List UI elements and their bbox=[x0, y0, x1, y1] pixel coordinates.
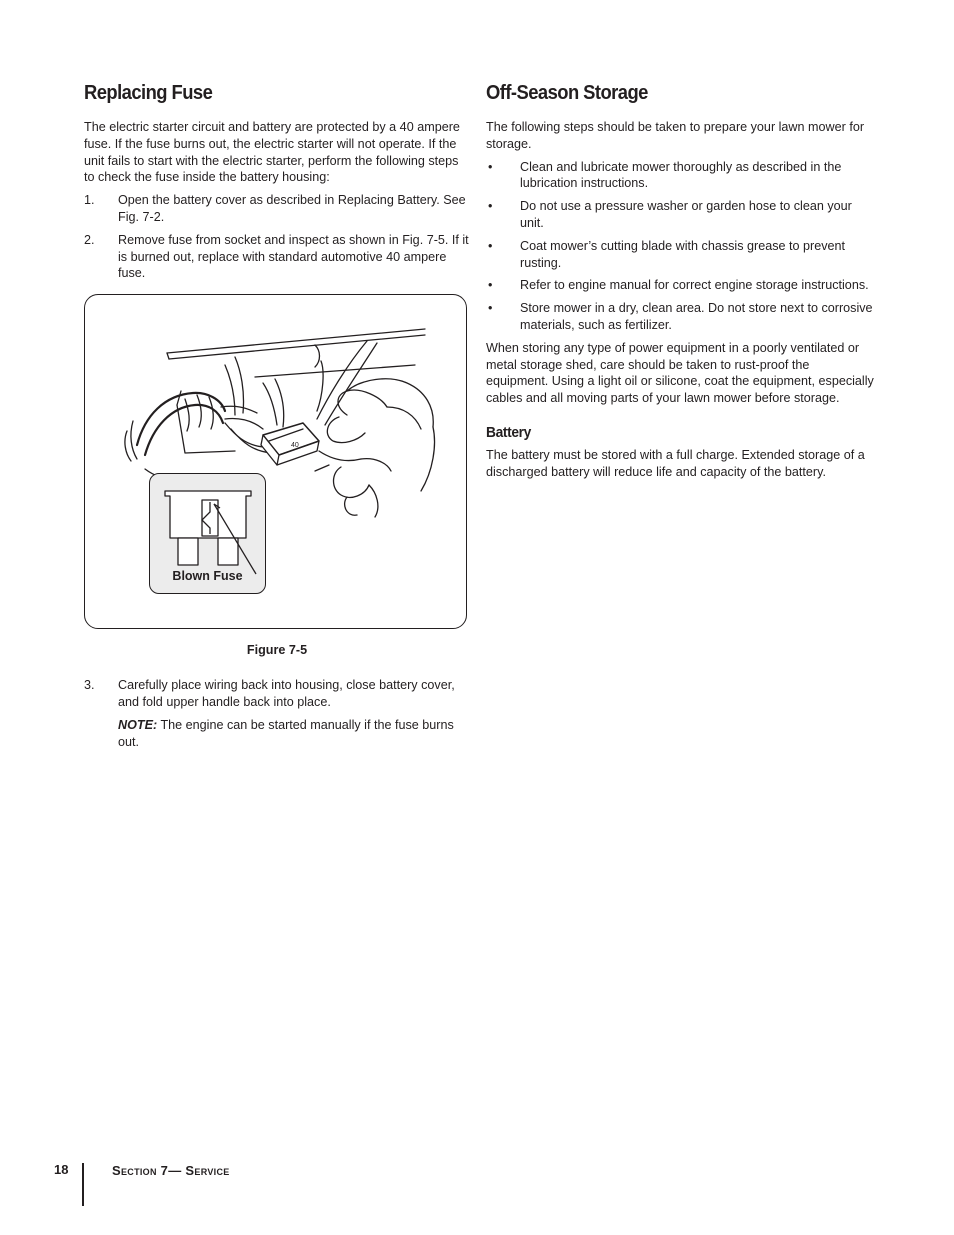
step-number: 3. bbox=[84, 678, 95, 693]
storage-shed-paragraph: When storing any type of power equipment in a poorly ventilated or metal storage shed, care should be taken to rust-proof the equipment. Using a light oil or silicone, coat the equipment, especially cables and all moving parts of your lawn mower before storage. bbox=[486, 340, 874, 406]
bullet-marker: • bbox=[488, 278, 493, 293]
page-number: 18 bbox=[54, 1162, 69, 1177]
bullet-marker: • bbox=[488, 301, 493, 316]
footer-section-title: Section 7— Service bbox=[112, 1163, 230, 1178]
bullet-text: Do not use a pressure washer or garden hose to clean your unit. bbox=[520, 199, 852, 230]
fuse-steps-list-continued bbox=[84, 677, 470, 711]
step-item bbox=[84, 677, 470, 711]
fuse-rating-text: 40 bbox=[291, 442, 299, 450]
bullet-text: Store mower in a dry, clean area. Do not store next to corrosive materials, such as fertilizer. bbox=[520, 301, 873, 332]
off-season-storage-heading: Off-Season Storage bbox=[486, 82, 648, 104]
step-text: Open the battery cover as described in Replacing Battery. See Fig. 7-2. bbox=[118, 193, 466, 224]
bullet-text: Coat mower’s cutting blade with chassis grease to prevent rusting. bbox=[520, 238, 846, 270]
bullet-marker: • bbox=[488, 238, 493, 253]
right-column bbox=[486, 80, 874, 481]
fuse-steps-list bbox=[84, 192, 470, 282]
note-text: The engine can be started manually if the fuse burns out. bbox=[118, 717, 454, 749]
fuse-intro-paragraph: The electric starter circuit and battery are protected by a 40 ampere fuse. If the fuse burns out, the electric starter will not operate. If the unit fails to start with the electric starter, perform the following steps to check the fuse inside the battery housing: bbox=[84, 120, 460, 185]
replacing-fuse-heading: Replacing Fuse bbox=[84, 82, 213, 104]
figure-caption: Figure 7-5 bbox=[246, 643, 308, 658]
list-item bbox=[486, 300, 874, 334]
battery-paragraph: The battery must be stored with a full charge. Extended storage of a discharged battery will reduce life and capacity of the battery. bbox=[486, 447, 865, 479]
battery-heading: Battery bbox=[486, 423, 531, 441]
step-text: Carefully place wiring back into housing, close battery cover, and fold upper handle back into place. bbox=[118, 678, 455, 709]
list-item bbox=[486, 238, 874, 272]
bullet-marker: • bbox=[488, 199, 493, 214]
step-item bbox=[84, 232, 470, 282]
fuse-illustration bbox=[85, 295, 467, 629]
storage-bullet-list bbox=[486, 159, 874, 334]
blown-fuse-inset bbox=[149, 473, 266, 594]
storage-intro-paragraph: The following steps should be taken to prepare your lawn mower for storage. bbox=[486, 120, 865, 151]
step-number: 1. bbox=[84, 193, 95, 208]
list-item bbox=[486, 277, 874, 294]
bullet-text: Clean and lubricate mower thoroughly as described in the lubrication instructions. bbox=[520, 159, 842, 191]
list-item bbox=[486, 198, 874, 232]
note-label: NOTE: bbox=[118, 717, 158, 732]
fuse-figure bbox=[84, 294, 467, 629]
step-item bbox=[84, 192, 470, 226]
step-text: Remove fuse from socket and inspect as shown in Fig. 7-5. If it is burned out, replace with standard automotive 40 ampere fuse. bbox=[118, 232, 469, 281]
fuse-note bbox=[118, 717, 470, 751]
blown-fuse-label: Blown Fuse bbox=[172, 569, 243, 584]
footer-divider bbox=[82, 1163, 84, 1206]
list-item bbox=[486, 159, 874, 193]
left-column bbox=[84, 80, 470, 750]
bullet-marker: • bbox=[488, 159, 493, 174]
step-number: 2. bbox=[84, 232, 95, 247]
bullet-text: Refer to engine manual for correct engine storage instructions. bbox=[520, 278, 869, 293]
